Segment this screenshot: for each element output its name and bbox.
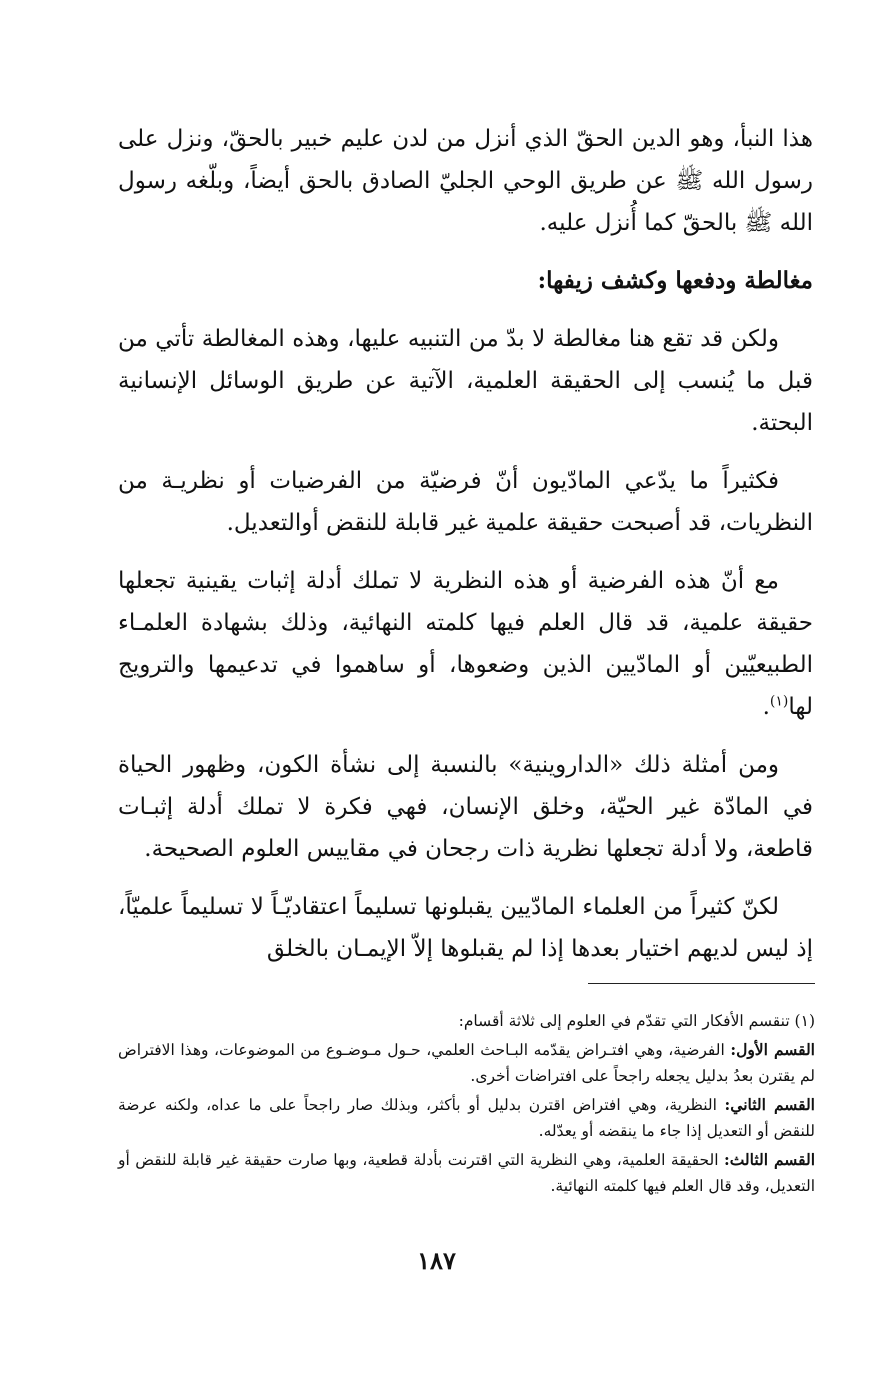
footnote-text: الحقيقة العلمية، وهي النظرية التي اقترنت بأدلة قطعية، وبها صارت حقيقة غير قابلة للنقض أو التعديل، وقد قال العلم فيها كلمته النهائية. [118,1151,815,1195]
footnote-text: النظرية، وهي افتراض اقترن بدليل أو بأكثر، وبذلك صار راجحاً على ما عداه، ولكنه عرضة للنقض أو التعديل إذا جاء ما ينقضه أو يعدّله. [118,1096,815,1140]
paragraph-4-text: مع أنّ هذه الفرضية أو هذه النظرية لا تملك أدلة إثبات يقينية تجعلها حقيقة علمية، قد قال العلم فيها كلمته النهائية، وذلك بشهادة العلمـاء الطبيعيّين أو المادّيين الذين وضعوها، أو ساهموا في تدعيمها والترويج لها [118,568,813,720]
section-heading: مغالطة ودفعها وكشف زيفها: [537,267,813,294]
page-number: ١٨٧ [417,1246,456,1275]
paragraph-2: ولكن قد تقع هنا مغالطة لا بدّ من التنبيه عليها، وهذه المغالطة تأتي من قبل ما يُنسب إلى الحقيقة العلمية، الآتية عن طريق الوسائل الإنسانية البحتة. [118,326,813,436]
main-text [118,118,813,986]
footnote-reference: (١) [769,693,789,710]
paragraph-4 [118,560,813,728]
paragraph-3: فكثيراً ما يدّعي المادّيون أنّ فرضيّة من الفرضيات أو نظريـة من النظريات، قد أصبحت حقيقة علمية غير قابلة للنقض أوالتعديل. [118,468,813,536]
footnote-item [118,1147,815,1199]
paragraph-1: هذا النبأ، وهو الدين الحقّ الذي أنزل من لدن عليم خبير بالحقّ، ونزل على رسول الله ﷺ عن طريق الوحي الجليّ الصادق بالحق أيضاً، وبلّغه رسول الله ﷺ بالحقّ كما أُنزل عليه. [118,126,813,236]
paragraph-5: ومن أمثلة ذلك «الداروينية» بالنسبة إلى نشأة الكون، وظهور الحياة في المادّة غير الحيّة، وخلق الإنسان، فهي فكرة لا تملك أدلة إثبـات قاطعة، ولا أدلة تجعلها نظرية ذات رجحان في مقاييس العلوم الصحيحة. [118,752,813,862]
paragraph-4-tail: . [762,694,770,720]
footnote-text: الفرضية، وهي افتـراض يقدّمه البـاحث العلمي، حـول مـوضـوع من الموضوعات، وهذا الافتراض لم يقترن بعدُ بدليل يجعله راجحاً على افتراضات أخرى. [118,1041,815,1085]
footnote-term: القسم الثالث: [723,1150,815,1169]
footnote-item [118,1092,815,1144]
footnote-item [118,1037,815,1089]
footnotes [118,1008,815,1202]
footnote-term: القسم الأول: [730,1040,815,1059]
paragraph-6: لكنّ كثيراً من العلماء المادّيين يقبلونها تسليماً اعتقاديّـاً لا تسليماً علميّاً، إذ ليس لديهم اختيار بعدها إذا لم يقبلوها إلاّ الإيمـان بالخلق [118,894,813,962]
footnote-intro: (١) تنقسم الأفكار التي تقدّم في العلوم إلى ثلاثة أقسام: [458,1012,815,1030]
footnote-term: القسم الثاني: [724,1095,815,1114]
footnote-divider [588,983,815,984]
